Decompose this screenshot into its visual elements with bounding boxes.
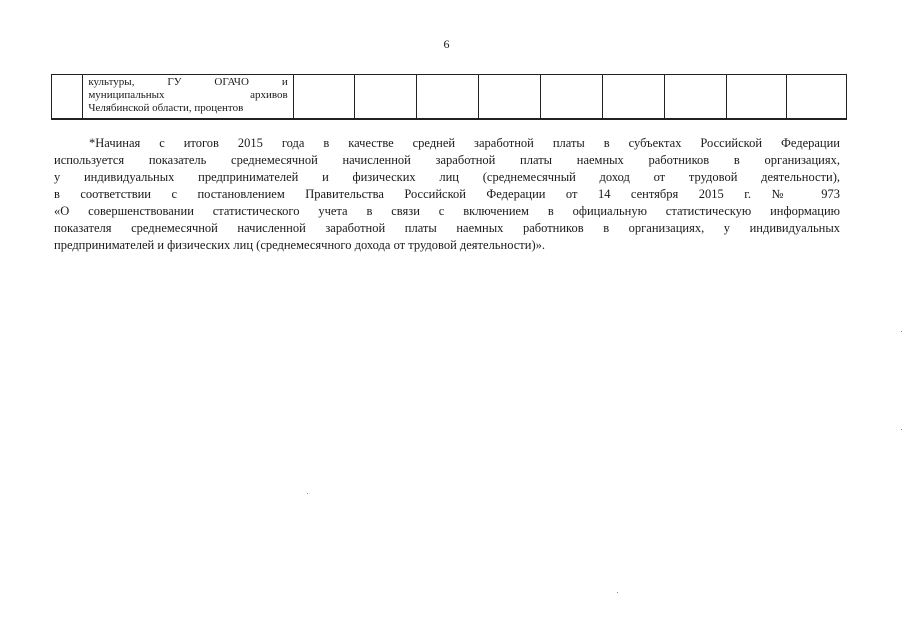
row-label-line: муниципальных архивов <box>88 89 288 101</box>
scan-speck <box>307 493 308 494</box>
table-cell <box>541 75 603 120</box>
table-row <box>52 75 847 120</box>
row-label-line: Челябинской области, процентов <box>88 102 244 114</box>
footnote-line: у индивидуальных предпринимателей и физических лиц (среднемесячный доход от трудовой деятельности), <box>54 170 840 184</box>
scan-speck <box>617 592 618 593</box>
data-table <box>51 74 847 120</box>
table-cell <box>293 75 355 120</box>
footnote-line: предпринимателей и физических лиц (среднемесячного дохода от трудовой деятельности)». <box>54 238 545 252</box>
footnote-line: используется показатель среднемесячной начисленной заработной платы наемных работников в организациях, <box>54 153 840 167</box>
table-cell-index <box>52 75 83 120</box>
footnote-line: показателя среднемесячной начисленной заработной платы наемных работников в организациях, у индивидуальных <box>54 221 840 235</box>
table-cell <box>726 75 787 120</box>
page-number: 6 <box>443 37 450 51</box>
table-cell <box>478 75 541 120</box>
table-cell <box>417 75 479 120</box>
table-cell <box>664 75 726 120</box>
footnote-line: в соответствии с постановлением Правительства Российской Федерации от 14 сентября 2015 г. № 973 <box>54 187 840 201</box>
scan-speck <box>901 331 902 332</box>
row-label-line: культуры, ГУ ОГАЧО и <box>88 76 288 88</box>
table-cell <box>787 75 847 120</box>
table-cell <box>355 75 417 120</box>
footnote-line: «О совершенствовании статистического учета в связи с включением в официальную статистическую информацию <box>54 204 840 218</box>
footnote <box>54 135 840 254</box>
footnote-line: *Начиная с итогов 2015 года в качестве средней заработной платы в субъектах Российской Федерации <box>89 136 840 150</box>
scan-speck <box>901 429 902 430</box>
table-row-label <box>83 75 293 120</box>
table-cell <box>603 75 665 120</box>
